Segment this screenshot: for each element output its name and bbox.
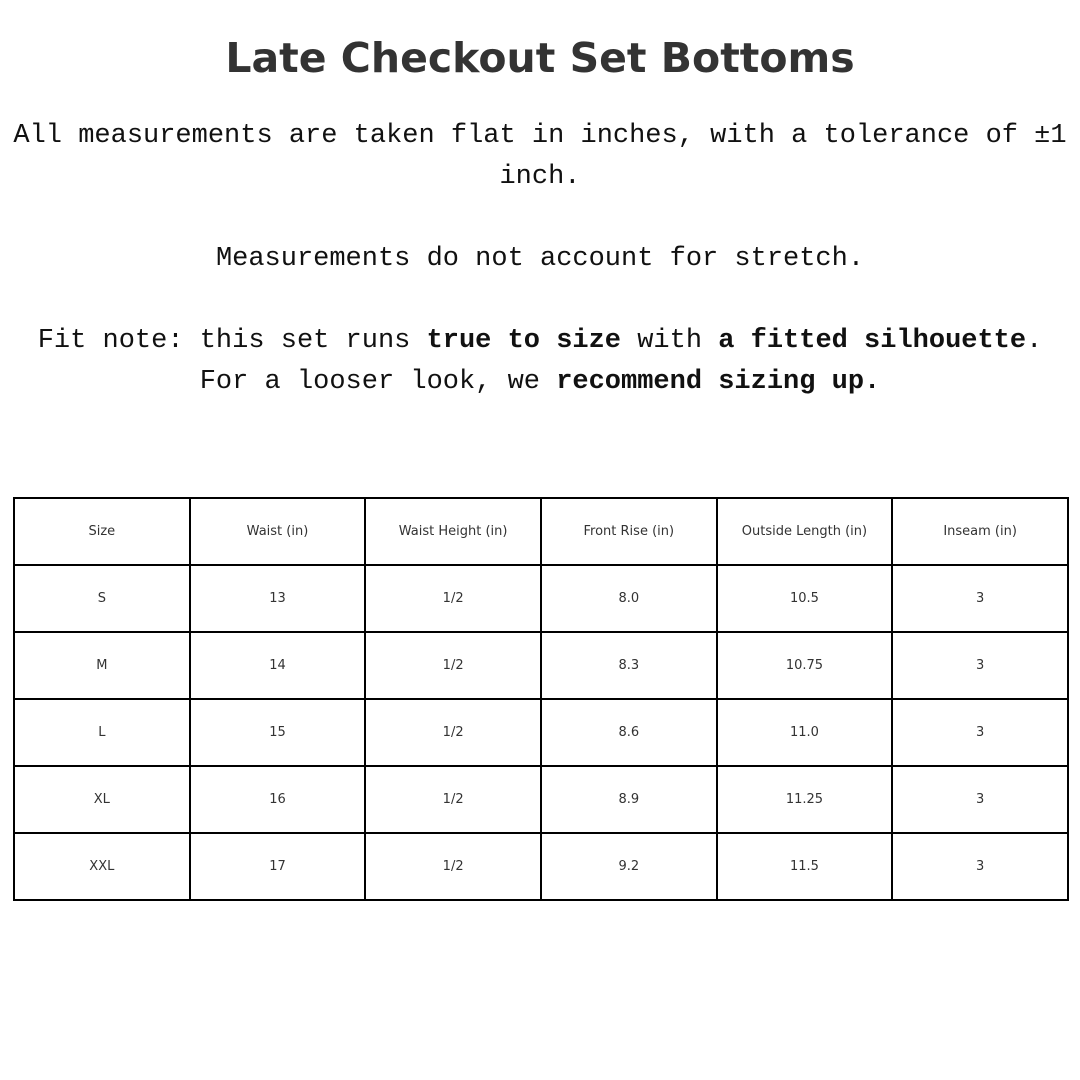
cell-size: XXL [14, 833, 190, 900]
header-front-rise: Front Rise (in) [541, 498, 717, 565]
fit-note-sizing-up: recommend sizing up. [556, 367, 881, 397]
cell-outside-length: 11.0 [717, 699, 893, 766]
cell-outside-length: 10.75 [717, 632, 893, 699]
cell-waist-height: 1/2 [365, 632, 541, 699]
cell-size: XL [14, 766, 190, 833]
cell-waist-height: 1/2 [365, 699, 541, 766]
header-outside-length: Outside Length (in) [717, 498, 893, 565]
cell-front-rise: 8.9 [541, 766, 717, 833]
cell-size: S [14, 565, 190, 632]
table-row [14, 565, 1068, 632]
measurement-note: All measurements are taken flat in inches, with a tolerance of ±1 inch. [13, 121, 1067, 192]
cell-inseam: 3 [892, 565, 1068, 632]
table-row [14, 632, 1068, 699]
header-waist: Waist (in) [190, 498, 366, 565]
page-title: Late Checkout Set Bottoms [225, 34, 855, 82]
fit-note-text-3: . For a looser look, we [199, 326, 1043, 397]
cell-waist: 14 [190, 632, 366, 699]
fit-note [10, 321, 1070, 403]
cell-size: M [14, 632, 190, 699]
cell-inseam: 3 [892, 766, 1068, 833]
cell-inseam: 3 [892, 833, 1068, 900]
cell-waist: 17 [190, 833, 366, 900]
cell-waist: 15 [190, 699, 366, 766]
cell-front-rise: 8.6 [541, 699, 717, 766]
cell-front-rise: 8.0 [541, 565, 717, 632]
cell-waist: 16 [190, 766, 366, 833]
cell-size: L [14, 699, 190, 766]
table-row [14, 766, 1068, 833]
fit-note-text-1: Fit note: this set runs [37, 326, 427, 356]
cell-waist-height: 1/2 [365, 766, 541, 833]
cell-outside-length: 10.5 [717, 565, 893, 632]
fit-note-fitted-silhouette: a fitted silhouette [718, 326, 1027, 356]
fit-note-text-2: with [621, 326, 719, 356]
table-header-row [14, 498, 1068, 565]
fit-note-true-to-size: true to size [426, 326, 622, 356]
cell-front-rise: 8.3 [541, 632, 717, 699]
cell-front-rise: 9.2 [541, 833, 717, 900]
cell-waist: 13 [190, 565, 366, 632]
cell-inseam: 3 [892, 699, 1068, 766]
cell-outside-length: 11.5 [717, 833, 893, 900]
cell-waist-height: 1/2 [365, 833, 541, 900]
header-size: Size [14, 498, 190, 565]
cell-waist-height: 1/2 [365, 565, 541, 632]
table-row [14, 699, 1068, 766]
stretch-note: Measurements do not account for stretch. [215, 244, 865, 274]
header-inseam: Inseam (in) [892, 498, 1068, 565]
cell-outside-length: 11.25 [717, 766, 893, 833]
table-row [14, 833, 1068, 900]
size-chart-table [13, 497, 1069, 901]
header-waist-height: Waist Height (in) [365, 498, 541, 565]
cell-inseam: 3 [892, 632, 1068, 699]
